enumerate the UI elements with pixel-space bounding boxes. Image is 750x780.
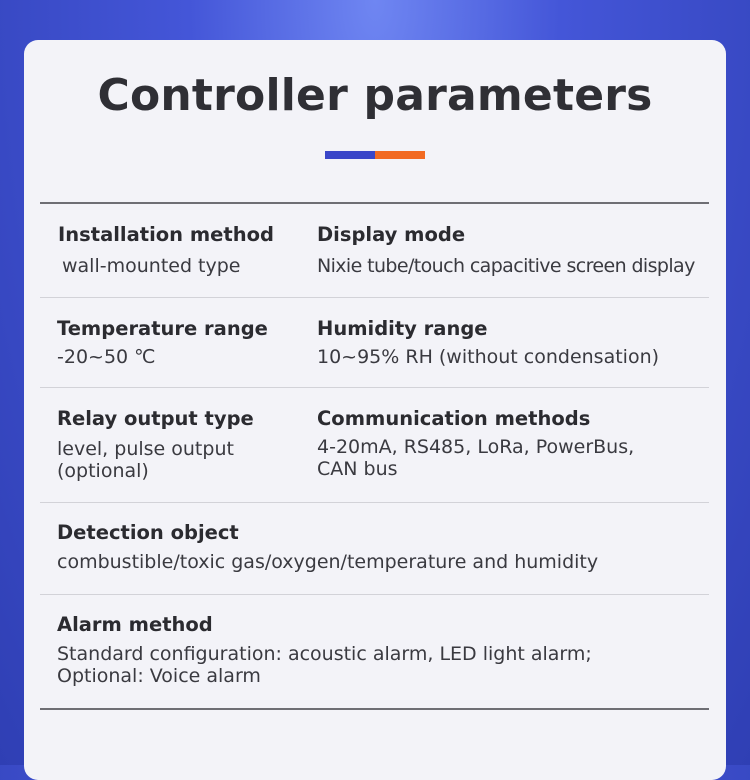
relay-output-type-value-line1: level, pulse output	[57, 438, 234, 460]
humidity-range-label: Humidity range	[317, 317, 488, 340]
alarm-method-label: Alarm method	[57, 613, 213, 636]
communication-methods-label: Communication methods	[317, 407, 591, 430]
installation-method-label: Installation method	[58, 223, 274, 246]
humidity-range-value: 10~95% RH (without condensation)	[317, 346, 660, 368]
table-bottom-rule	[40, 708, 709, 710]
title-accent-orange	[375, 151, 425, 159]
temperature-range-label: Temperature range	[57, 317, 268, 340]
table-top-rule	[40, 202, 709, 204]
alarm-method-value-line2: Optional: Voice alarm	[57, 665, 261, 687]
detection-object-value: combustible/toxic gas/oxygen/temperature and humidity	[57, 551, 599, 573]
detection-object-label: Detection object	[57, 521, 239, 544]
relay-output-type-value-line2: (optional)	[57, 460, 149, 482]
row-divider	[40, 502, 709, 503]
display-mode-value: Nixie tube/touch capacitive screen display	[317, 255, 695, 277]
row-divider	[40, 297, 709, 298]
title-accent-blue	[325, 151, 375, 159]
communication-methods-value-line1: 4-20mA, RS485, LoRa, PowerBus,	[317, 436, 635, 458]
relay-output-type-label: Relay output type	[57, 407, 254, 430]
row-divider	[40, 387, 709, 388]
installation-method-value: wall-mounted type	[62, 255, 241, 277]
alarm-method-value-line1: Standard configuration: acoustic alarm, LED light alarm;	[57, 643, 592, 665]
display-mode-label: Display mode	[317, 223, 466, 246]
page-title: Controller parameters	[97, 70, 653, 121]
temperature-range-value: -20~50 ℃	[57, 346, 156, 368]
row-divider	[40, 594, 709, 595]
communication-methods-value-line2: CAN bus	[317, 458, 398, 480]
